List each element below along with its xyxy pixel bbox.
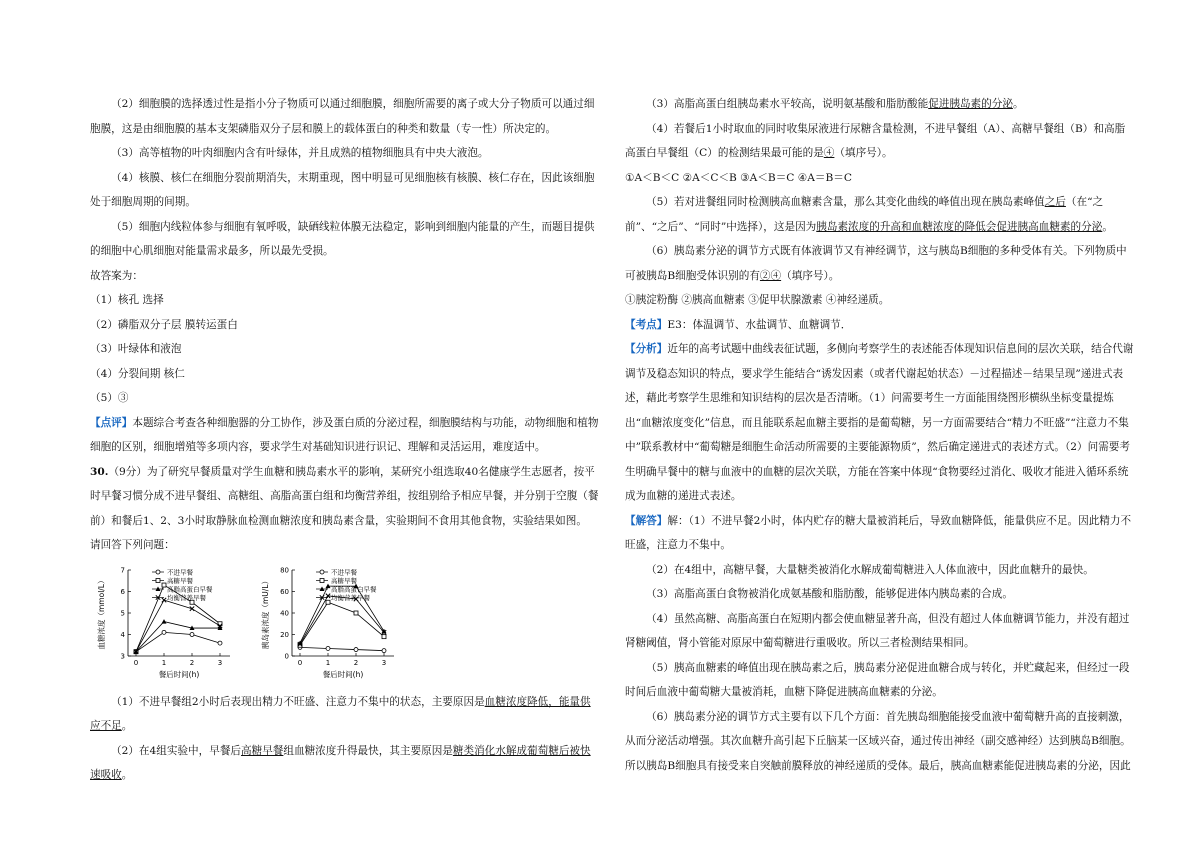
x-tick-label: 1	[325, 658, 331, 667]
question-ask: 请回答下列问题：	[90, 539, 175, 551]
x-tick-label: 1	[161, 658, 167, 667]
solution-tag: 【解答】	[625, 514, 668, 527]
question-30	[90, 460, 600, 534]
data-point	[326, 600, 330, 604]
data-point	[382, 634, 386, 638]
x-tick-label: 3	[381, 658, 387, 667]
answer-intro: 故答案为：	[90, 269, 143, 282]
legend-label: 高糖早餐	[331, 576, 357, 585]
sub-question-2: （2）在4组实验中，早餐后高糖早餐组血糖浓度升得最快，其主要原因是糖类消化水解成葡萄糖后被快速吸收。	[90, 744, 591, 781]
answer-blank: ④	[823, 147, 835, 159]
legend-label: 不进早餐	[167, 568, 193, 576]
answer-1: （1）核孔 选择	[90, 294, 164, 306]
y-tick-label: 3	[120, 652, 125, 660]
y-tick-label: 60	[280, 587, 289, 596]
data-point	[218, 641, 222, 645]
knowledge-tag: 【考点】	[625, 318, 668, 331]
x-tick-label: 0	[297, 658, 303, 667]
y-tick-label: 7	[120, 566, 125, 574]
x-tick-label: 2	[189, 658, 195, 667]
solution-1: 【解答】解：（1）不进早餐2小时，体内贮存的糖大量被消耗后，导致血糖降低，能量供应不足。因此精力不旺盛，注意力不集中。	[625, 514, 1132, 551]
blood-glucose-chart	[90, 562, 240, 686]
right-column	[625, 92, 1135, 778]
x-tick-label: 0	[133, 658, 139, 667]
answer-blank: 胰岛素浓度的升高和血糖浓度的降低会促进胰高血糖素的分泌	[816, 220, 1103, 233]
analysis-para-4: （4）核膜、核仁在细胞分裂前期消失，末期重现，图中明显可见细胞核有核膜、核仁存在，因此该细胞处于细胞周期的间期。	[90, 171, 595, 208]
legend-label: 均衡营养早餐	[331, 593, 370, 602]
series-line	[136, 632, 220, 651]
review-text: 本题综合考查各种细胞器的分工协作，涉及蛋白质的分泌过程，细胞膜结构与功能，动物细胞和植物细胞的区别，细胞增殖等多项内容，要求学生对基础知识进行识记、理解和灵活运用，难度适中。	[90, 416, 599, 453]
solution-6: （6）胰岛素分泌的调节方式主要有以下几个方面：首先胰岛细胞能接受血液中葡萄糖升高的直接刺激，从而分泌活动增强。其次血糖升高引起下丘脑某一区域兴奋，通过传出神经（副交感神经）达到胰岛B细胞。所以胰岛B细胞具有接受来自突触前膜释放的神经递质的受体。最后，胰高血糖素能促进胰岛素的分泌，因此	[625, 710, 1131, 772]
y-tick-label: 20	[280, 630, 289, 639]
data-point	[162, 630, 166, 634]
series-line	[136, 600, 220, 652]
y-tick-label: 5	[120, 609, 125, 617]
review-tag: 【点评】	[90, 416, 133, 429]
data-point	[190, 606, 194, 610]
x-axis-label: 餐后时间(h)	[158, 669, 200, 679]
review-para	[90, 411, 600, 460]
insulin-chart	[254, 562, 404, 686]
legend-marker	[320, 578, 324, 582]
legend-label: 不进早餐	[331, 568, 357, 576]
sub-question-5: （5）若对进餐组同时检测胰高血糖素含量，那么其变化曲线的峰值出现在胰岛素峰值之后（在“之前”、“之后”、“同时”中选择），这是因为胰岛素浓度的升高和血糖浓度的降低会促进胰高血糖素的分泌。	[625, 196, 1113, 233]
answer-2: （2）磷脂双分子层 膜转运蛋白	[90, 318, 238, 331]
answer-blank: 糖类消化水解成葡萄糖后被快速吸收	[90, 744, 591, 781]
legend-marker	[156, 570, 160, 574]
series-line	[300, 602, 384, 645]
y-axis-label: 血糖浓度（mmol/L）	[97, 576, 106, 649]
legend-marker	[320, 570, 324, 574]
x-axis-label: 餐后时间(h)	[322, 669, 364, 679]
question-number: 30.	[90, 465, 109, 478]
y-tick-label: 0	[284, 652, 289, 660]
y-tick-label: 80	[280, 566, 289, 574]
options-6: ①胰淀粉酶 ②胰高血糖素 ③促甲状腺激素 ④神经递质。	[625, 294, 890, 306]
analysis-para-5: （5）细胞内线粒体参与细胞有氧呼吸，缺硒线粒体膜无法稳定，影响到细胞内能量的产生，而题目提供的细胞中心肌细胞对能量需求最多，所以最先受损。	[90, 220, 595, 257]
sub-question-3: （3）高脂高蛋白组胰岛素水平较高，说明氨基酸和脂肪酸能促进胰岛素的分泌。	[646, 98, 1024, 110]
options-4: ①A＜B＜C ②A＜C＜B ③A＜B＝C ④A＝B＝C	[625, 171, 853, 184]
solution-4: （4）虽然高糖、高脂高蛋白在短期内都会使血糖显著升高，但没有超过人体血糖调节能力，并没有超过肾糖阈值，肾小管能对原尿中葡萄糖进行重吸收。所以三者检测结果相同。	[625, 612, 1130, 649]
analysis-section: 【分析】近年的高考试题中曲线表征试题，多侧向考察学生的表述能否体现知识信息间的层次关联，结合代谢调节及稳态知识的特点，要求学生能结合“诱发因素（或者代谢起始状态）－过程描述－结果呈现”递进式表述，藉此考察学生思维和知识结构的层次是否清晰。（1）问需要考生一方面能围绕图形横纵坐标变量提炼出“血糖浓度变化”信息，而且能联系起血糖主要指的是葡萄糖，另一方面需要结合“精力不旺盛”“注意力不集中”联系教材中“葡萄糖是细胞生命活动所需要的主要能源物质”，然后确定递进式的表述方式。（2）问需要考生明确早餐中的糖与血液中的血糖的层次关联，方能在答案中体现“食物要经过消化、吸收才能进入循环系统成为血糖的递进式表述。	[625, 343, 1134, 502]
data-point	[190, 632, 194, 636]
y-tick-label: 40	[280, 609, 289, 617]
sub-question-1: （1）不进早餐组2小时后表现出精力不旺盛、注意力不集中的状态，主要原因是血糖浓度降低，能量供应不足。	[90, 695, 591, 732]
answer-blank: ②④	[759, 269, 782, 282]
answer-blank: 之后	[1044, 196, 1066, 208]
answer-5: （5）③	[90, 392, 129, 404]
legend-marker	[156, 578, 160, 582]
data-point	[326, 646, 330, 650]
answer-blank: 促进胰岛素的分泌	[928, 98, 1013, 110]
data-point	[162, 619, 167, 624]
answer-3: （3）叶绿体和液泡	[90, 343, 182, 355]
analysis-tag: 【分析】	[625, 343, 668, 355]
analysis-para-3: （3）高等植物的叶肉细胞内含有叶绿体，并且成熟的植物细胞具有中央大液泡。	[111, 147, 489, 159]
data-point	[382, 648, 386, 652]
data-point	[162, 597, 166, 601]
legend-label: 高脂高蛋白早餐	[167, 585, 213, 593]
data-point	[354, 611, 358, 615]
y-tick-label: 6	[120, 587, 125, 596]
y-axis-label: 胰岛素浓度（mU/L）	[261, 576, 270, 649]
solution-5: （5）胰高血糖素的峰值出现在胰岛素之后，胰岛素分泌促进血糖合成与转化，并贮藏起来，但经过一段时间后血液中葡萄糖大量被消耗，血糖下降促进胰高血糖素的分泌。	[625, 661, 1130, 698]
question-30-text: （9分）为了研究早餐质量对学生血糖和胰岛素水平的影响，某研究小组选取40名健康学生志愿者，按平时早餐习惯分成不进早餐组、高糖组、高脂高蛋白组和均衡营养组，按组别给予相应早餐，并分别于空腹（餐前）和餐后1、2、3小时取静脉血检测血糖浓度和胰岛素含量，实验期间不食用其他食物，实验结果如图。	[90, 465, 599, 527]
solution-3: （3）高脂高蛋白食物被消化成氨基酸和脂肪酸，能够促进体内胰岛素的合成。	[646, 588, 1013, 600]
legend-label: 均衡营养早餐	[167, 593, 206, 602]
y-tick-label: 4	[120, 630, 125, 639]
series-line	[136, 621, 220, 651]
legend-label: 高糖早餐	[167, 576, 193, 585]
analysis-para-2: （2）细胞膜的选择透过性是指小分子物质可以通过细胞膜，细胞所需要的离子或大分子物质可以通过细胞膜，这是由细胞膜的基本支架磷脂双分子层和膜上的载体蛋白的种类和数量（专一性）所决定的。	[90, 98, 595, 135]
left-column	[90, 92, 600, 788]
x-tick-label: 3	[217, 658, 223, 667]
solution-2: （2）在4组中，高糖早餐，大量糖类被消化水解成葡萄糖进入人体血液中，因此血糖升的最快。	[646, 563, 1094, 576]
knowledge-point: 【考点】E3：体温调节、水盐调节、血糖调节．	[625, 318, 852, 331]
x-tick-label: 2	[353, 658, 359, 667]
sub-question-4: （4）若餐后1小时取血的同时收集尿液进行尿糖含量检测，不进早餐组（A）、高糖早餐组（B）和高脂高蛋白早餐组（C）的检测结果最可能的是④（填序号）。	[625, 122, 1126, 159]
legend-label: 高脂高蛋白早餐	[331, 585, 377, 593]
answer-4: （4）分裂间期 核仁	[90, 367, 185, 380]
data-point	[354, 647, 358, 651]
series-line	[300, 647, 384, 650]
answer-blank: 血糖浓度降低，能量供应不足	[90, 695, 591, 732]
charts-row	[90, 562, 600, 686]
series-line	[300, 595, 384, 643]
answer-blank: 高糖早餐	[241, 744, 284, 757]
sub-question-6: （6）胰岛素分泌的调节方式既有体液调节又有神经调节，这与胰岛B细胞的多种受体有关。下列物质中可被胰岛B细胞受体识别的有②④（填序号）。	[625, 245, 1127, 282]
data-point	[162, 583, 166, 587]
